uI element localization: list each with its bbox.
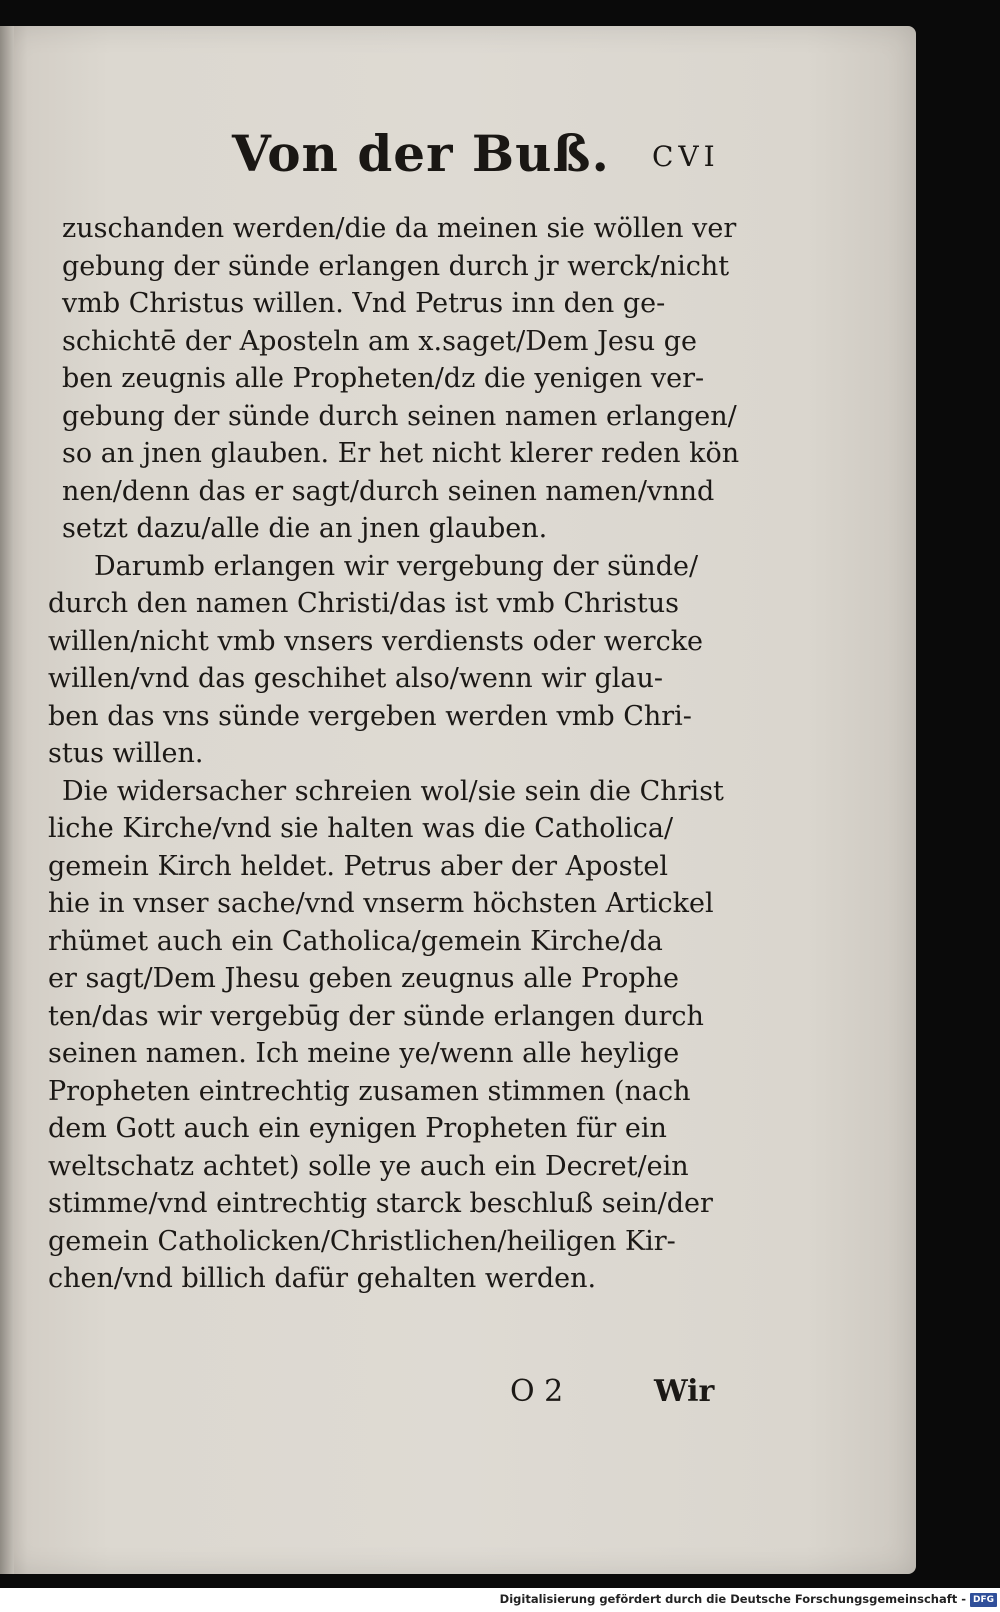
text-line: dem Gott auch ein eynigen Propheten für ein <box>48 1113 667 1144</box>
dfg-logo: DFG <box>970 1593 997 1607</box>
text-line: Propheten eintrechtig zusamen stimmen (nach <box>48 1075 691 1107</box>
credit-bar <box>0 1588 1000 1612</box>
main-text <box>48 210 748 1298</box>
text-line: hie in vnser sache/vnd vnserm höchsten Artickel <box>48 888 714 919</box>
text-line: weltschatz achtet) solle ye auch ein Decret/ein <box>48 1150 689 1182</box>
text-line: seinen namen. Ich meine ye/wenn alle heylige <box>48 1038 680 1069</box>
signature-mark: O 2 <box>510 1374 564 1409</box>
paragraph-start-line: Die widersacher schreien wol/sie sein die Christ <box>62 775 724 807</box>
text-line: nen/denn das er sagt/durch seinen namen/vnnd <box>62 475 715 507</box>
text-line: willen/vnd das geschihet also/wenn wir glau- <box>48 663 664 694</box>
text-line: chen/vnd billich dafür gehalten werden. <box>48 1263 597 1294</box>
text-line: gemein Kirch heldet. Petrus aber der Apostel <box>48 850 669 882</box>
credit-text: Digitalisierung gefördert durch die Deutsche Forschungsgemeinschaft - <box>499 1592 966 1606</box>
text-line: ten/das wir vergebūg der sünde erlangen durch <box>48 1000 704 1032</box>
text-line: stimme/vnd eintrechtig starck beschluß sein/der <box>48 1188 713 1219</box>
text-line: gemein Catholicken/Christlichen/heiligen Kir- <box>48 1225 676 1257</box>
folio-number: CVI <box>652 140 720 173</box>
catchword: Wir <box>654 1374 715 1409</box>
page-header <box>232 124 752 194</box>
text-line: vmb Christus willen. Vnd Petrus inn den ge- <box>62 288 666 319</box>
text-line: zuschanden werden/die da meinen sie wöllen ver <box>62 213 737 244</box>
text-line: gebung der sünde erlangen durch jr werck/nicht <box>62 250 730 282</box>
text-line: gebung der sünde durch seinen namen erlangen/ <box>62 400 737 432</box>
text-line: liche Kirche/vnd sie halten was die Catholica/ <box>48 813 674 844</box>
text-line: schichtē der Aposteln am x.saget/Dem Jesu ge <box>62 325 697 357</box>
text-line: so an jnen glauben. Er het nicht klerer reden kön <box>62 438 740 469</box>
text-line: willen/nicht vmb vnsers verdiensts oder wercke <box>48 625 704 657</box>
paragraph-start-line: Darumb erlangen wir vergebung der sünde/ <box>94 550 699 582</box>
text-line: ben das vns sünde vergeben werden vmb Chri- <box>48 700 692 732</box>
text-line: durch den namen Christi/das ist vmb Christus <box>48 588 679 619</box>
book-page <box>0 26 916 1574</box>
page-spine <box>0 26 14 1574</box>
text-line: er sagt/Dem Jhesu geben zeugnus alle Prophe <box>48 963 679 994</box>
text-line: rhümet auch ein Catholica/gemein Kirche/da <box>48 925 663 957</box>
text-line: ben zeugnis alle Propheten/dz die yenigen ver- <box>62 363 705 394</box>
page-footer <box>510 1374 750 1414</box>
text-line: setzt dazu/alle die an jnen glauben. <box>62 513 548 544</box>
running-title: Von der Buß. <box>232 124 610 183</box>
text-line: stus willen. <box>48 738 204 769</box>
